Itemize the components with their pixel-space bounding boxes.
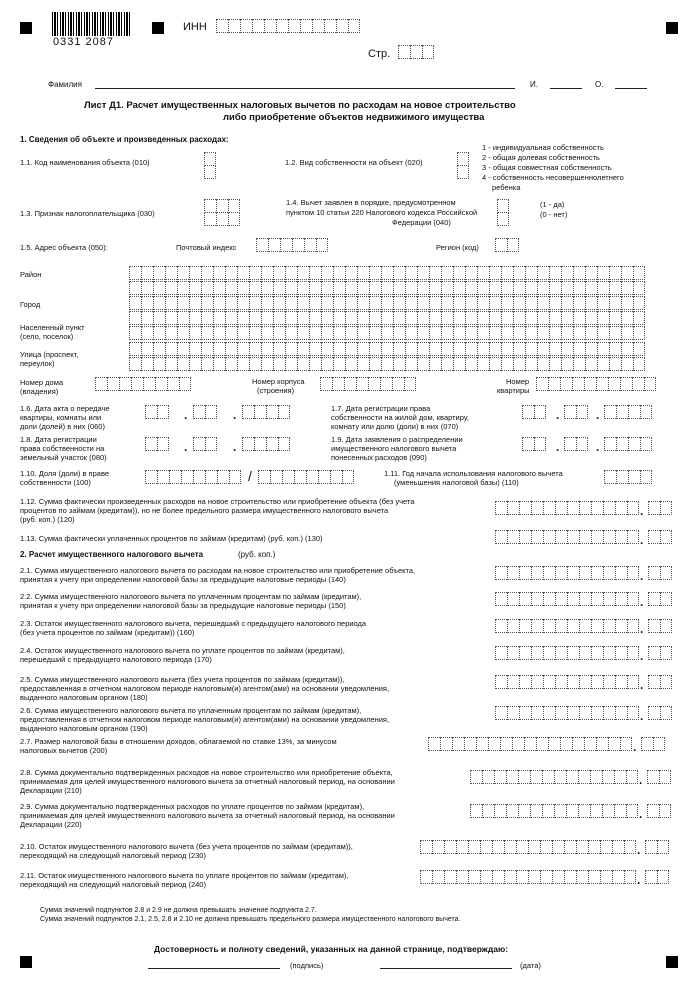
field-1-12-label-3: (руб. коп.) (120) [20, 515, 75, 524]
city-input-row2[interactable] [129, 311, 645, 325]
field-1-9-month[interactable] [564, 437, 588, 451]
field-1-6-month[interactable] [193, 405, 217, 419]
street-input-row2[interactable] [129, 357, 645, 371]
field-1-13-label: 1.13. Сумма фактически уплаченных процентов по займам (кредитам) (руб. коп.) (130) [20, 534, 323, 543]
corner-marker-bottom-left [20, 956, 32, 968]
region-code-input[interactable] [495, 238, 519, 252]
inn-label: ИНН [183, 21, 207, 33]
field-1-9-label-2: имущественного налогового вычета [331, 444, 457, 453]
house-number-input[interactable] [95, 377, 191, 391]
calc-item-8-kop[interactable] [647, 770, 671, 784]
field-1-3-input[interactable] [204, 199, 240, 213]
calc-item-2-rub[interactable] [495, 592, 639, 606]
surname-line[interactable] [95, 88, 515, 89]
field-1-11-label-2: (уменьшения налоговой базы) (110) [394, 478, 519, 487]
surname-label: Фамилия [48, 80, 82, 89]
calc-item-10-label: переходящий на следующий налоговый период (230) [20, 851, 206, 860]
calc-item-2-kop[interactable] [648, 592, 672, 606]
calc-item-11-label: 2.11. Остаток имущественного налогового вычета по уплате процентов по займам (кредитам), [20, 871, 349, 880]
field-1-1-label: 1.1. Код наименования объекта (010) [20, 158, 150, 167]
calc-item-8-label: 2.8. Сумма документально подтвержденных расходов на новое строительство или приобретение объекта, [20, 768, 393, 777]
calc-item-11-label: переходящий на следующий налоговый период (240) [20, 880, 206, 889]
calc-item-6-label: 2.6. Сумма имущественного налогового вычета по уплаченным процентам по займам (кредитам), [20, 706, 362, 715]
locality-input[interactable] [129, 326, 645, 340]
calc-item-6-kop[interactable] [648, 706, 672, 720]
decimal-separator: . [633, 740, 637, 754]
field-1-8-label-3: земельный участок (080) [20, 453, 107, 462]
calc-item-1-rub[interactable] [495, 566, 639, 580]
street-label-1: Улица (проспект, [20, 350, 79, 359]
field-1-3-label: 1.3. Признак налогоплательщика (030) [20, 209, 155, 218]
initial-o-label: О. [595, 80, 604, 89]
calc-item-1-label: принятая к учету при определении налоговой базы за предыдущие налоговые периоды (140) [20, 575, 346, 584]
decimal-separator: . [640, 622, 644, 636]
field-1-9-day[interactable] [522, 437, 546, 451]
date-separator: . [233, 440, 237, 454]
calc-item-8-label: Декларации (210) [20, 786, 82, 795]
date-line[interactable] [380, 968, 512, 969]
decimal-separator: . [637, 873, 641, 887]
district-input[interactable] [129, 266, 645, 280]
ownership-option-3: 3 - общая совместная собственность [482, 163, 612, 172]
postal-code-label: Почтовый индекс [176, 243, 237, 252]
corner-marker-top-right [666, 22, 678, 34]
calc-item-7-label: 2.7. Размер налоговой базы в отношении доходов, облагаемой по ставке 13%, за минусом [20, 737, 337, 746]
city-label: Город [20, 300, 41, 309]
share-slash: / [248, 468, 252, 484]
field-1-4-opt-no: (0 - нет) [540, 210, 568, 219]
decimal-separator: . [640, 533, 644, 547]
field-1-11-input[interactable] [604, 470, 652, 484]
signature-caption: (подпись) [290, 961, 324, 970]
ownership-option-4: 4 - собственность несовершеннолетнего [482, 173, 624, 182]
decimal-separator: . [637, 843, 641, 857]
corner-marker-bottom-right [666, 956, 678, 968]
field-1-8-label-1: 1.8. Дата регистрации [20, 435, 97, 444]
initial-o-line[interactable] [615, 88, 647, 89]
calc-item-3-kop[interactable] [648, 619, 672, 633]
flat-number-input[interactable] [536, 377, 656, 391]
calc-item-7-label: налоговых вычетов (200) [20, 746, 108, 755]
city-input[interactable] [129, 296, 645, 310]
calc-item-10-kop[interactable] [645, 840, 669, 854]
field-1-12-kop[interactable] [648, 501, 672, 515]
field-1-8-year[interactable] [242, 437, 290, 451]
building-number-input[interactable] [320, 377, 416, 391]
building-label-2: (строения) [257, 386, 295, 395]
field-1-12-label-2: процентов по займам (кредитам)), но не более предельного размера имущественного налогового вычета [20, 506, 389, 515]
calc-item-9-label: 2.9. Сумма документально подтвержденных расходов по уплате процентов по займам (кредитам), [20, 802, 365, 811]
field-1-13-kop[interactable] [648, 530, 672, 544]
house-label-2: (владения) [20, 387, 59, 396]
note-2: Сумма значений подпунктов 2.1, 2.5, 2.8 и 2.10 не должна превышать предельного размера имущественного налогового вычета. [40, 916, 461, 923]
field-1-13-rub[interactable] [495, 530, 639, 544]
ownership-option-4-cont: ребенка [492, 183, 521, 192]
flat-label-1: Номер [506, 377, 530, 386]
field-1-1-input[interactable] [204, 152, 216, 166]
calc-item-10-rub[interactable] [420, 840, 636, 854]
calc-item-3-rub[interactable] [495, 619, 639, 633]
field-1-10-label-2: собственности (100) [20, 478, 91, 487]
street-label-2: переулок) [20, 359, 55, 368]
calc-item-4-label: перешедший с предыдущего налогового периода (170) [20, 655, 212, 664]
date-caption: (дата) [520, 961, 541, 970]
calc-item-5-label: предоставленная в отчетном налоговом периоде налоговым(и) агентом(ами) на основании уведомления, [20, 684, 390, 693]
field-1-4-label-3: Федерации (040) [392, 218, 451, 227]
calc-item-5-label: 2.5. Сумма имущественного налогового вычета (без учета процентов по займам (кредитам)), [20, 675, 345, 684]
field-1-10-label-1: 1.10. Доля (доли) в праве [20, 469, 110, 478]
decimal-separator: . [640, 504, 644, 518]
ownership-option-1: 1 - индивидуальная собственность [482, 143, 604, 152]
date-separator: . [596, 408, 600, 422]
page-number-label: Стр. [368, 48, 391, 60]
section1-heading: 1. Сведения об объекте и произведенных расходах: [20, 135, 229, 144]
calc-item-8-label: принимаемая для целей имущественного налогового вычета за отчетный налоговый период, на основании [20, 777, 395, 786]
corner-marker-top-middle [152, 22, 164, 34]
section2-heading: 2. Расчет имущественного налогового вычета [20, 550, 204, 559]
field-1-4-opt-yes: (1 - да) [540, 200, 565, 209]
field-1-11-label-1: 1.11. Год начала использования налогового вычета [384, 469, 563, 478]
page-number-input[interactable] [398, 45, 434, 59]
corner-marker-top-left [20, 22, 32, 34]
ownership-option-2: 2 - общая долевая собственность [482, 153, 600, 162]
date-separator: . [556, 408, 560, 422]
decimal-separator: . [639, 807, 643, 821]
calc-item-9-label: принимаемая для целей имущественного налогового вычета за отчетный налоговый период, на основании [20, 811, 395, 820]
note-1: Сумма значений подпунктов 2.8 и 2.9 не должна превышать значение подпункта 2.7. [40, 907, 317, 914]
barcode-number: 0331 2087 [53, 36, 114, 48]
field-1-7-label-3: комнату или долю (доли) в них (070) [331, 422, 459, 431]
section2-heading-unit: (руб. коп.) [238, 550, 276, 559]
field-1-5-label: 1.5. Адрес объекта (050): [20, 243, 108, 252]
field-1-9-label-3: понесенных расходов (090) [331, 453, 427, 462]
calc-item-7-kop[interactable] [641, 737, 665, 751]
street-input[interactable] [129, 342, 645, 356]
field-1-9-label-1: 1.9. Дата заявления о распределении [331, 435, 463, 444]
barcode-image [52, 12, 130, 36]
calc-item-10-label: 2.10. Остаток имущественного налогового вычета (без учета процентов по займам (кредитам)), [20, 842, 353, 851]
field-1-6-label-1: 1.6. Дата акта о передаче [20, 404, 110, 413]
field-1-12-rub[interactable] [495, 501, 639, 515]
field-1-7-day[interactable] [522, 405, 546, 419]
date-separator: . [184, 408, 188, 422]
field-1-6-day[interactable] [145, 405, 169, 419]
calc-item-2-label: принятая к учету при определении налоговой базы за предыдущие налоговые периоды (150) [20, 601, 346, 610]
field-1-8-month[interactable] [193, 437, 217, 451]
signature-line[interactable] [148, 968, 280, 969]
field-1-4-input-row2[interactable] [497, 212, 509, 226]
building-label-1: Номер корпуса [252, 377, 305, 386]
calc-item-9-label: Декларации (220) [20, 820, 82, 829]
field-1-7-label-2: собственности на жилой дом, квартиру, [331, 413, 469, 422]
field-1-3-input-row2[interactable] [204, 212, 240, 226]
field-1-8-day[interactable] [145, 437, 169, 451]
field-1-10-denominator[interactable] [258, 470, 354, 484]
calc-item-9-rub[interactable] [470, 804, 638, 818]
date-separator: . [596, 440, 600, 454]
district-input-row2[interactable] [129, 281, 645, 295]
locality-label-2: (село, поселок) [20, 332, 74, 341]
field-1-2-input[interactable] [457, 152, 469, 166]
field-1-2-label: 1.2. Вид собственности на объект (020) [285, 158, 423, 167]
field-1-7-month[interactable] [564, 405, 588, 419]
calc-item-5-rub[interactable] [495, 675, 639, 689]
calc-item-1-label: 2.1. Сумма имущественного налогового вычета по расходам на новое строительство или приобретение объекта, [20, 566, 416, 575]
calc-item-3-label: (без учета процентов по займам (кредитам)) (160) [20, 628, 195, 637]
field-1-6-label-3: доли (долей) в них (060) [20, 422, 105, 431]
field-1-8-label-2: права собственности на [20, 444, 105, 453]
field-1-12-label-1: 1.12. Сумма фактически произведенных расходов на новое строительство или приобретение объекта (без учета [20, 497, 415, 506]
date-separator: . [233, 408, 237, 422]
field-1-2-input-row2[interactable] [457, 165, 469, 179]
calc-item-3-label: 2.3. Остаток имущественного налогового вычета, перешедший с предыдущего налогового периода [20, 619, 367, 628]
confirmation-text: Достоверность и полноту сведений, указанных на данной странице, подтверждаю: [154, 944, 509, 954]
inn-input[interactable] [216, 19, 360, 33]
field-1-7-label-1: 1.7. Дата регистрации права [331, 404, 431, 413]
calc-item-11-kop[interactable] [645, 870, 669, 884]
calc-item-4-rub[interactable] [495, 646, 639, 660]
field-1-7-year[interactable] [604, 405, 652, 419]
calc-item-5-kop[interactable] [648, 675, 672, 689]
calc-item-6-label: выданного налоговым органом (190) [20, 724, 148, 733]
calc-item-7-rub[interactable] [428, 737, 632, 751]
decimal-separator: . [640, 569, 644, 583]
field-1-4-input[interactable] [497, 199, 509, 213]
field-1-6-label-2: квартиры, комнаты или [20, 413, 102, 422]
calc-item-8-rub[interactable] [470, 770, 638, 784]
date-separator: . [184, 440, 188, 454]
postal-code-input[interactable] [256, 238, 328, 252]
decimal-separator: . [640, 678, 644, 692]
decimal-separator: . [640, 709, 644, 723]
calc-item-9-kop[interactable] [647, 804, 671, 818]
date-separator: . [556, 440, 560, 454]
locality-label-1: Населенный пункт [20, 323, 85, 332]
house-label-1: Номер дома [20, 378, 64, 387]
region-code-label: Регион (код) [436, 243, 479, 252]
calc-item-4-label: 2.4. Остаток имущественного налогового вычета по уплате процентов по займам (кредитам), [20, 646, 345, 655]
sheet-title-line2: либо приобретение объектов недвижимого имущества [223, 112, 485, 123]
district-label: Район [20, 270, 42, 279]
initial-i-line[interactable] [550, 88, 582, 89]
calc-item-6-rub[interactable] [495, 706, 639, 720]
calc-item-6-label: предоставленная в отчетном налоговом периоде налоговым(и) агентом(ами) на основании уведомления, [20, 715, 390, 724]
calc-item-4-kop[interactable] [648, 646, 672, 660]
calc-item-2-label: 2.2. Сумма имущественного налогового вычета по уплаченным процентам по займам (кредитам), [20, 592, 362, 601]
sheet-title-line1: Лист Д1. Расчет имущественных налоговых вычетов по расходам на новое строительство [84, 100, 516, 111]
flat-label-2: квартиры [497, 386, 530, 395]
field-1-6-year[interactable] [242, 405, 290, 419]
calc-item-11-rub[interactable] [420, 870, 636, 884]
decimal-separator: . [640, 595, 644, 609]
field-1-4-label-2: пунктом 10 статьи 220 Налогового кодекса Российской [286, 208, 478, 217]
field-1-4-label-1: 1.4. Вычет заявлен в порядке, предусмотренном [286, 198, 456, 207]
decimal-separator: . [640, 649, 644, 663]
initial-i-label: И. [530, 80, 538, 89]
field-1-1-input-row2[interactable] [204, 165, 216, 179]
calc-item-1-kop[interactable] [648, 566, 672, 580]
calc-item-5-label: выданного налоговым органом (180) [20, 693, 148, 702]
decimal-separator: . [639, 773, 643, 787]
field-1-9-year[interactable] [604, 437, 652, 451]
field-1-10-numerator[interactable] [145, 470, 241, 484]
